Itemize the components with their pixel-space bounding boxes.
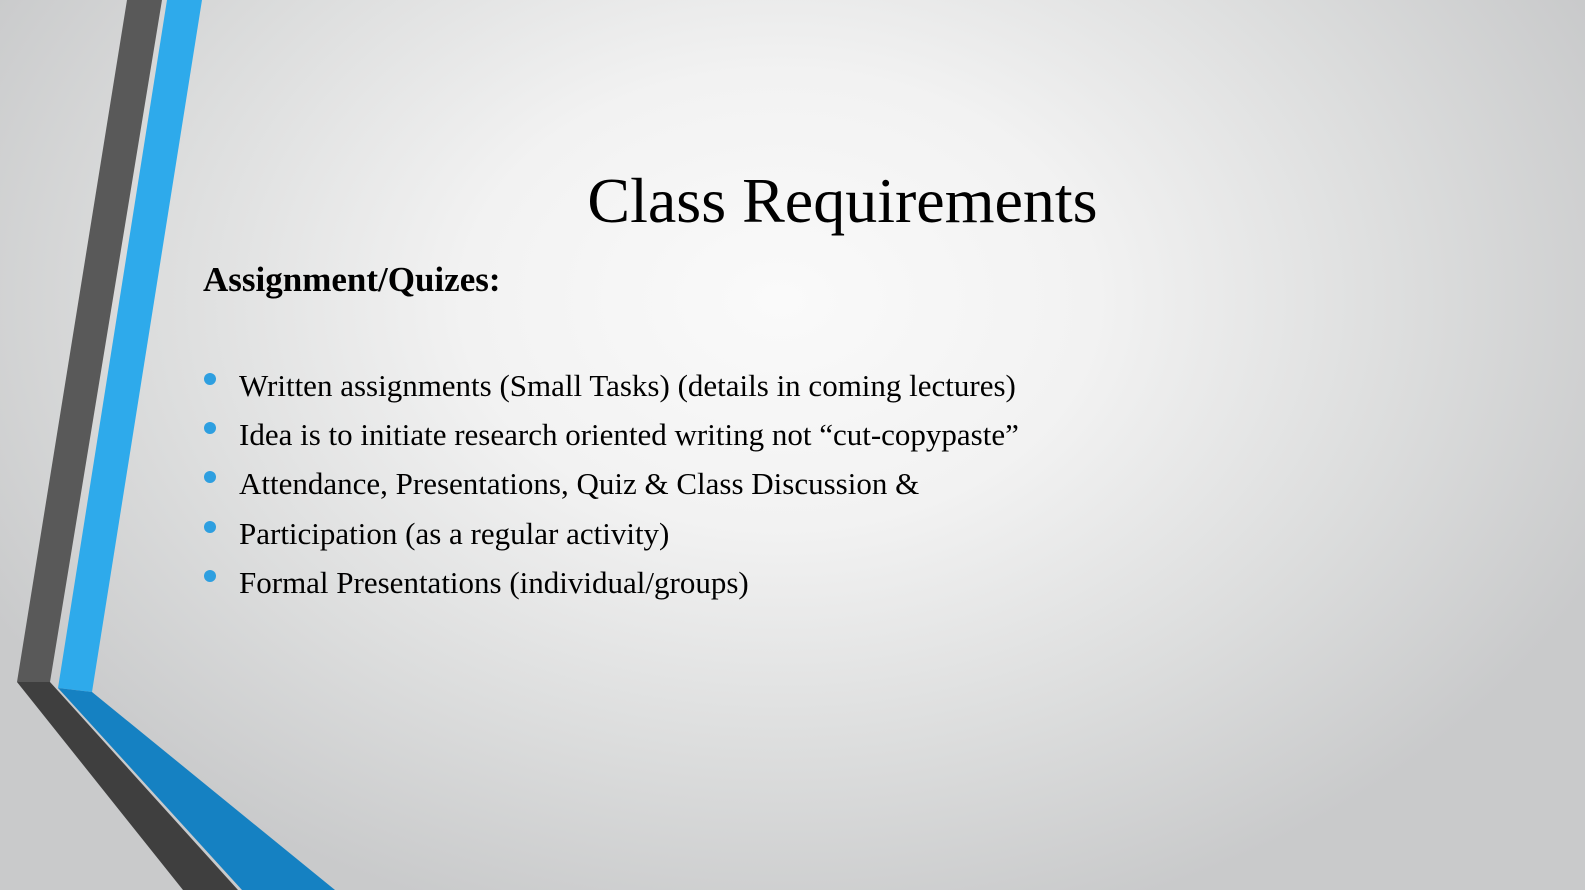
bullet-dot-icon — [204, 521, 216, 533]
bullet-list — [203, 361, 1019, 607]
section-heading: Assignment/Quizes: — [203, 260, 501, 299]
bullet-item — [203, 558, 1019, 607]
bullet-item — [203, 410, 1019, 459]
bullet-dot-icon — [204, 471, 216, 483]
bullet-item — [203, 459, 1019, 508]
slide-title: Class Requirements — [587, 165, 1098, 236]
bullet-dot-icon — [204, 373, 216, 385]
bullet-text: Participation (as a regular activity) — [239, 515, 670, 551]
bullet-text: Attendance, Presentations, Quiz & Class Discussion & — [239, 466, 920, 502]
bullet-dot-icon — [204, 422, 216, 434]
bullet-text: Formal Presentations (individual/groups) — [239, 564, 749, 600]
bullet-dot-icon — [204, 570, 216, 582]
bullet-text: Written assignments (Small Tasks) (details in coming lectures) — [239, 368, 1016, 403]
bullet-item — [203, 509, 1019, 558]
bullet-text: Idea is to initiate research oriented writing not “cut-copypaste” — [239, 417, 1019, 453]
bullet-item — [203, 361, 1019, 410]
